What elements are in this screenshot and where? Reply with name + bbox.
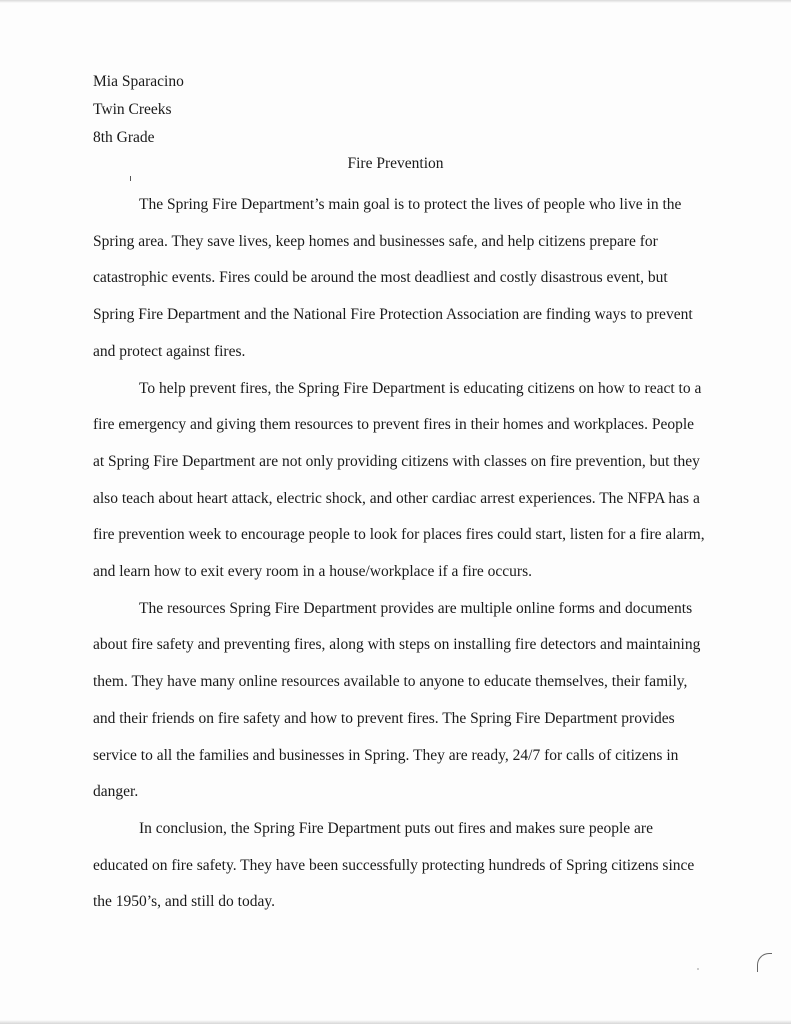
scan-edge-bottom (0, 1020, 791, 1024)
essay-header (93, 68, 184, 152)
essay-title: Fire Prevention (347, 155, 444, 172)
essay-body (93, 187, 705, 921)
paragraph-1: The Spring Fire Department’s main goal is to protect the lives of people who live in the Spring area. They save lives, keep homes and businesses safe, and help citizens prepare for catastrophic events. Fires could be around the most deadliest and costly disastrous event, but Spring Fire Department and the National Fire Protection Association are finding ways to prevent and protect against fires. (93, 196, 693, 360)
paragraph-2: To help prevent fires, the Spring Fire Department is educating citizens on how to react to a fire emergency and giving them resources to prevent fires in their homes and workplaces. People at Spring Fire Department are not only providing citizens with classes on fire prevention, but they also teach about heart attack, electric shock, and other cardiac arrest experiences. The NFPA has a fire prevention week to encourage people to look for places fires could start, listen for a fire alarm, and learn how to exit every room in a house/workplace if a fire occurs. (93, 379, 705, 581)
paragraph-4: In conclusion, the Spring Fire Department puts out fires and makes sure people are educated on fire safety. They have been successfully protecting hundreds of Spring citizens since the 1950’s, and still do today. (93, 819, 695, 911)
scan-edge-top (0, 0, 791, 3)
grade-level: 8th Grade (93, 129, 155, 146)
scan-speck (697, 968, 699, 970)
paragraph-3: The resources Spring Fire Department provides are multiple online forms and documents about fire safety and preventing fires, along with steps on installing fire detectors and maintaining them. They have many online resources available to anyone to educate themselves, their family, and their friends on fire safety and how to prevent fires. The Spring Fire Department provides service to all the families and businesses in Spring. They are ready, 24/7 for calls of citizens in danger. (93, 599, 701, 801)
school-name: Twin Creeks (93, 101, 172, 118)
page-curl-mark (757, 953, 772, 972)
author-name: Mia Sparacino (93, 73, 184, 90)
stray-pen-mark (130, 176, 131, 181)
